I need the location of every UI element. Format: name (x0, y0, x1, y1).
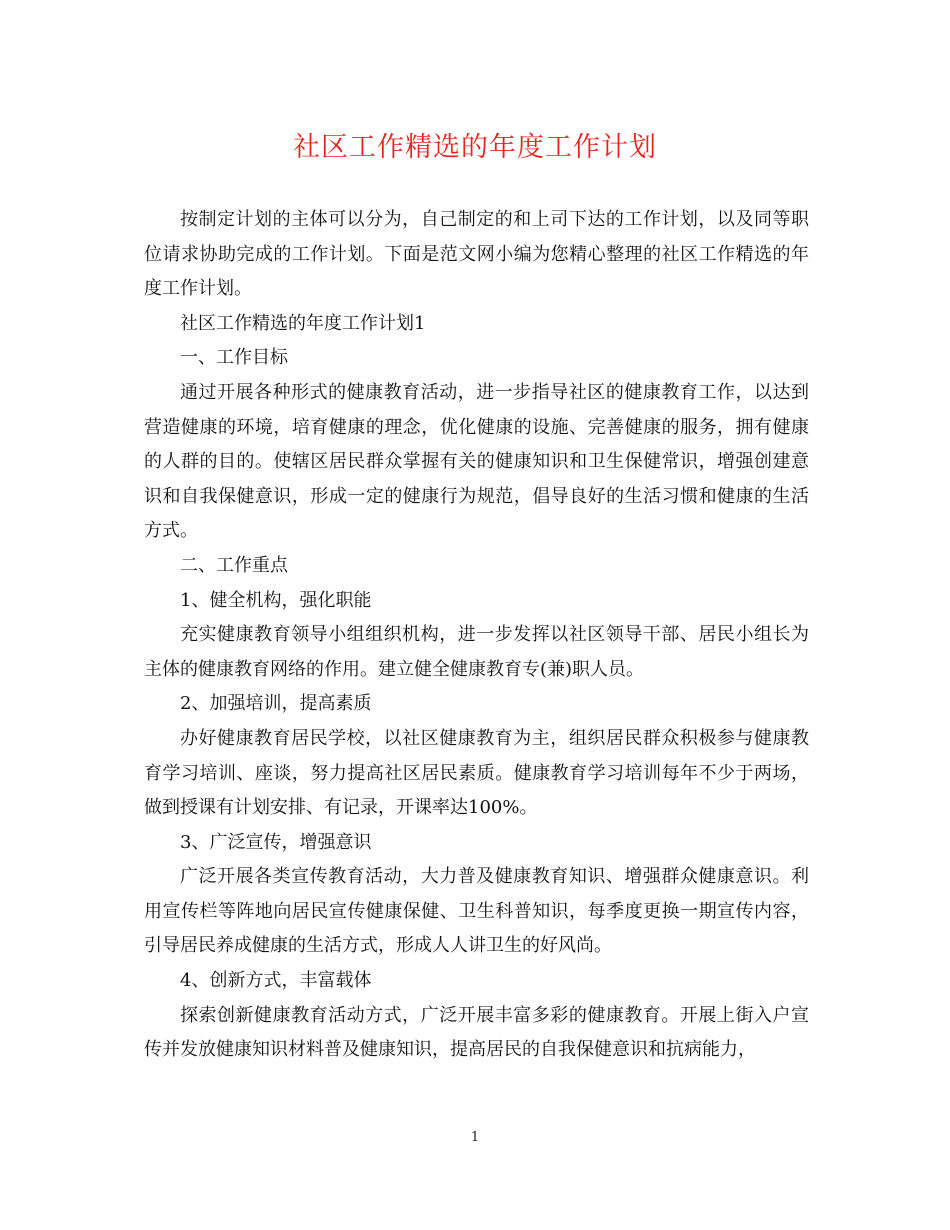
paragraph-2: 办好健康教育居民学校，以社区健康教育为主，组织居民群众积极参与健康教育学习培训、座谈，努力提高社区居民素质。健康教育学习培训每年不少于两场，做到授课有计划安排、有记录，开课率达100%。 (144, 727, 809, 819)
section-heading-plan-1: 社区工作精选的年度工作计划1 (180, 312, 426, 334)
paragraph-3: 广泛开展各类宣传教育活动，大力普及健康教育知识、增强群众健康意识。利用宣传栏等阵地向居民宣传健康保健、卫生科普知识，每季度更换一期宣传内容，引导居民养成健康的生活方式，形成人人讲卫生的好风尚。 (144, 866, 809, 957)
paragraph-4: 探索创新健康教育活动方式，广泛开展丰富多彩的健康教育。开展上街入户宣传并发放健康知识材料普及健康知识，提高居民的自我保健意识和抗病能力， (144, 1004, 809, 1061)
subheading-3: 3、广泛宣传，增强意识 (180, 831, 372, 853)
document-body (144, 203, 809, 1068)
heading-work-focus: 二、工作重点 (180, 554, 288, 576)
heading-work-goals: 一、工作目标 (180, 347, 288, 369)
paragraph-work-goals: 通过开展各种形式的健康教育活动，进一步指导社区的健康教育工作，以达到营造健康的环境，培育健康的理念，优化健康的设施、完善健康的服务，拥有健康的人群的目的。使辖区居民群众掌握有关的健康知识和卫生保健常识，增强创建意识和自我保健意识，形成一定的健康行为规范，倡导良好的生活习惯和健康的生活方式。 (144, 381, 809, 542)
subheading-1: 1、健全机构，强化职能 (180, 589, 372, 611)
paragraph-1: 充实健康教育领导小组组织机构，进一步发挥以社区领导干部、居民小组长为主体的健康教育网络的作用。建立健全健康教育专(兼)职人员。 (144, 624, 809, 680)
document-title: 社区工作精选的年度工作计划 (293, 132, 657, 163)
subheading-4: 4、创新方式，丰富载体 (180, 970, 372, 992)
page-number: 1 (470, 1130, 480, 1145)
subheading-2: 2、加强培训，提高素质 (180, 693, 372, 715)
paragraph-intro: 按制定计划的主体可以分为，自己制定的和上司下达的工作计划，以及同等职位请求协助完成的工作计划。下面是范文网小编为您精心整理的社区工作精选的年度工作计划。 (144, 209, 809, 300)
